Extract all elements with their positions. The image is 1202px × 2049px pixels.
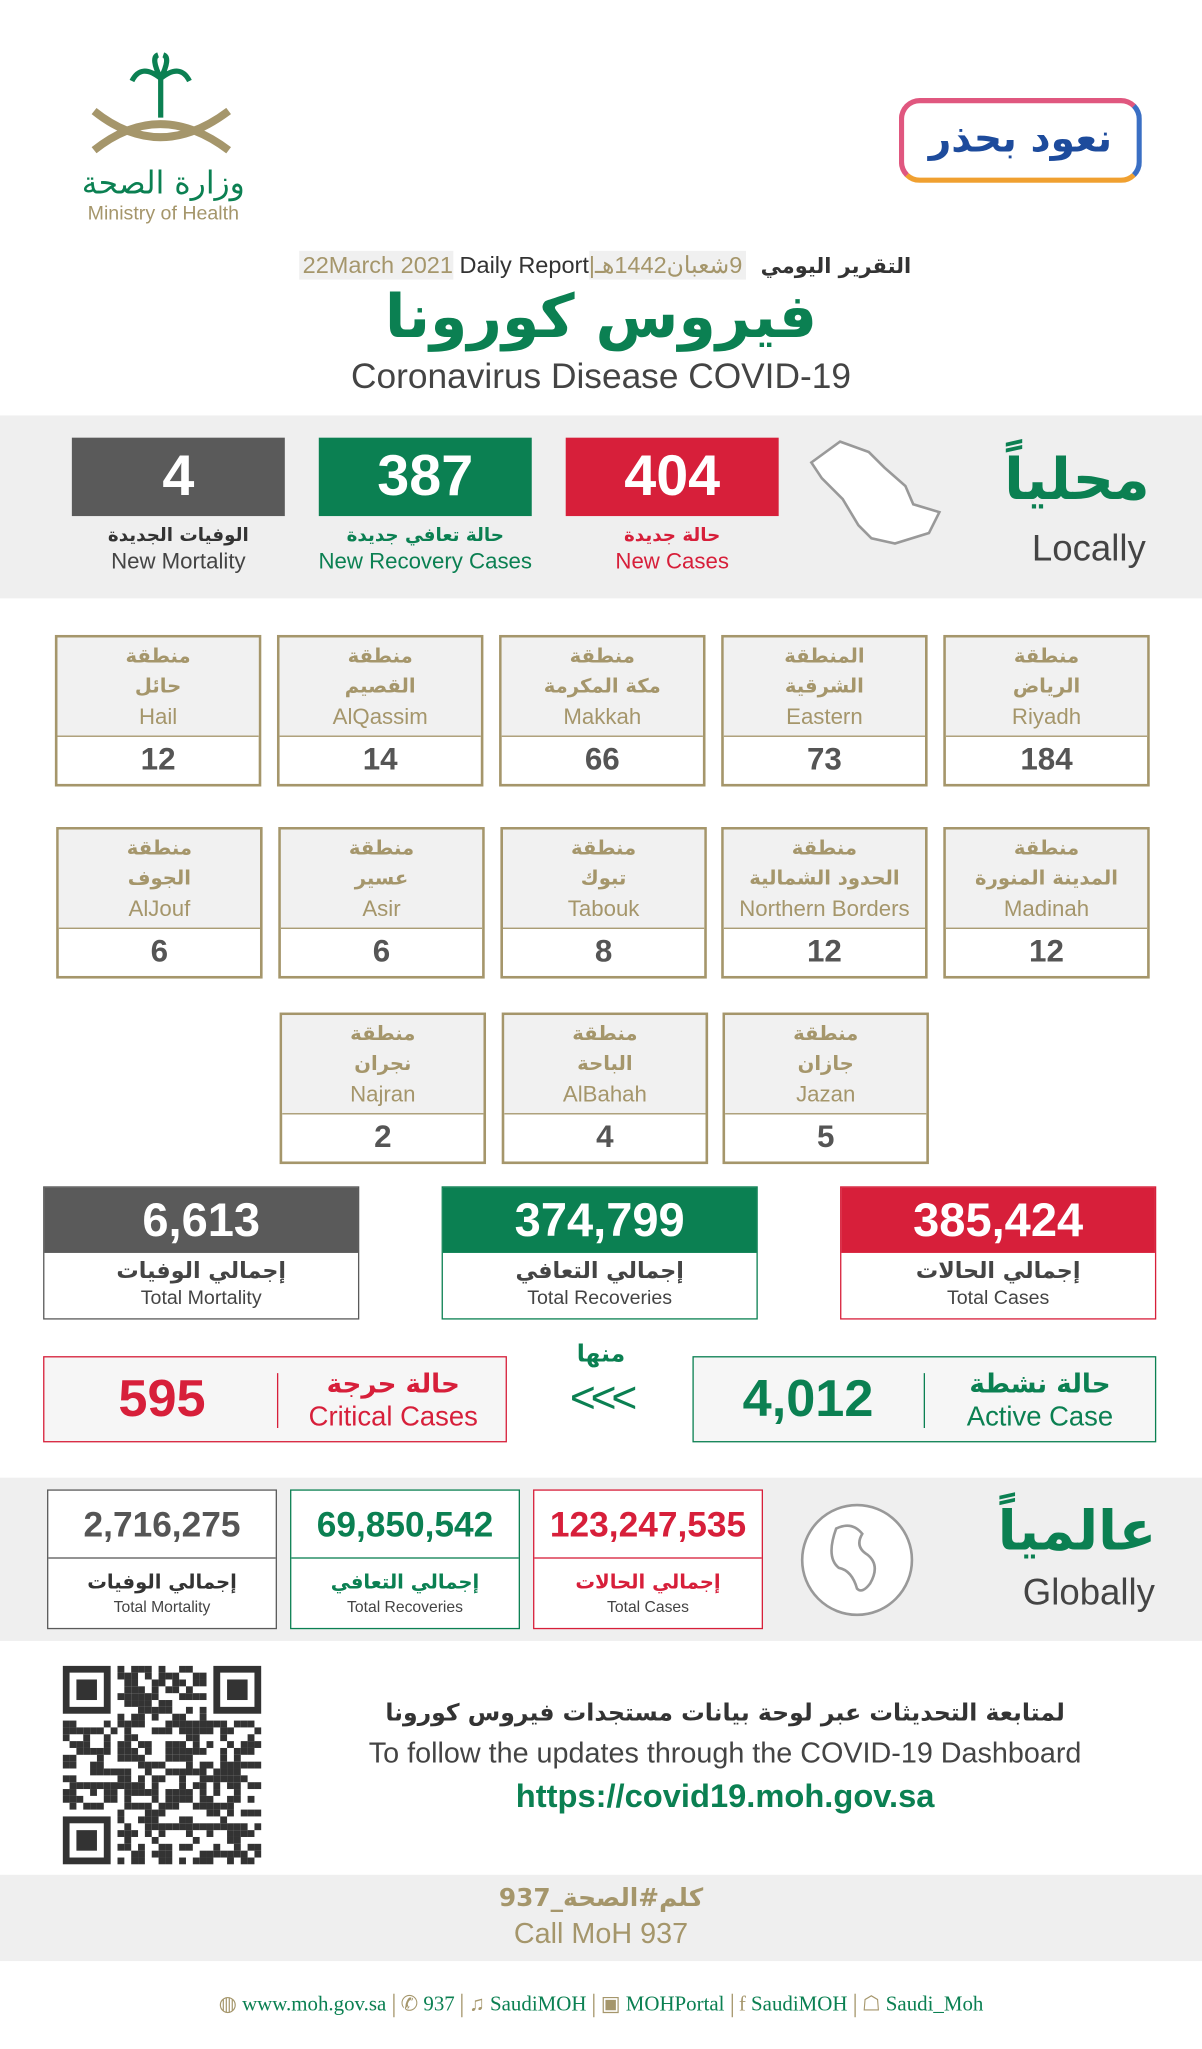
region-name-ar: جازان xyxy=(797,1051,854,1076)
region-value: 12 xyxy=(1029,934,1064,970)
region-value: 73 xyxy=(806,742,842,778)
region-name-en: Riyadh xyxy=(1011,704,1082,730)
daily-report-en: Daily Report xyxy=(459,252,589,279)
region-header xyxy=(282,1015,483,1114)
region-name-ar: المدينة المنورة xyxy=(975,866,1118,890)
region-header xyxy=(504,1015,705,1114)
dashboard-text-ar: لمتابعة التحديثات عبر لوحة بيانات مستجدات فيروس كورونا xyxy=(385,1699,1065,1728)
global-cases-card xyxy=(533,1489,763,1629)
region-value: 4 xyxy=(596,1119,614,1155)
label-ar: إجمالي الوفيات xyxy=(87,1570,237,1594)
region-value: 66 xyxy=(584,742,620,778)
footer-link-text: www.moh.gov.sa xyxy=(242,1993,387,2016)
ministry-name-ar: وزارة الصحة xyxy=(81,164,245,202)
footer-link[interactable] xyxy=(219,1994,387,2016)
globe-icon xyxy=(797,1500,917,1620)
region-prefix: منطقة xyxy=(572,1021,638,1046)
region-card-albahah xyxy=(502,1013,708,1165)
region-name-en: AlQassim xyxy=(332,704,428,730)
region-header xyxy=(57,638,258,737)
call-text-en: Call MoH 937 xyxy=(513,1916,689,1950)
region-name-en: Eastern xyxy=(786,704,863,730)
region-name-ar: نجران xyxy=(354,1051,412,1076)
new-mortality-label xyxy=(59,523,298,575)
total-cases-value: 385,424 xyxy=(841,1188,1155,1253)
region-prefix: منطقة xyxy=(793,1021,859,1046)
footer-link[interactable] xyxy=(862,1994,984,2016)
footer-link[interactable] xyxy=(739,1994,848,2016)
region-name-en: Jazan xyxy=(796,1081,856,1107)
active-cases-value: 4,012 xyxy=(742,1370,874,1429)
region-card-hail xyxy=(55,635,261,787)
region-card-riyadh xyxy=(943,635,1149,787)
of-which-label: منها xyxy=(576,1340,626,1368)
twitter-icon: ♫ xyxy=(469,1993,485,2016)
label-en: New Recovery Cases xyxy=(318,548,533,574)
footer-link-text: MOHPortal xyxy=(625,1993,725,2016)
region-prefix: منطقة xyxy=(569,644,635,668)
active-cases-label xyxy=(929,1365,1151,1433)
palm-logo-icon xyxy=(65,52,261,157)
region-header xyxy=(281,830,482,929)
region-name-en: Makkah xyxy=(563,704,642,730)
region-value: 8 xyxy=(594,934,613,970)
title-en: Coronavirus Disease COVID-19 xyxy=(351,356,851,396)
region-name-ar: القصيم xyxy=(344,674,416,698)
region-name-ar: عسير xyxy=(354,866,409,890)
title-ar: فيروس كورونا xyxy=(384,280,818,352)
total-mortality-card xyxy=(43,1186,359,1319)
dashboard-text-en: To follow the updates through the COVID-19 Dashboard xyxy=(368,1736,1082,1770)
region-header xyxy=(59,830,260,929)
saudi-map-icon xyxy=(803,434,944,549)
region-card-jazan xyxy=(722,1013,928,1165)
ministry-name-en: Ministry of Health xyxy=(87,202,240,225)
phone-icon: ✆ xyxy=(400,1993,419,2016)
region-card-najran xyxy=(280,1013,486,1165)
region-prefix: المنطقة xyxy=(784,644,865,668)
globe-icon: ◍ xyxy=(218,1993,237,2016)
footer-link[interactable] xyxy=(469,1994,586,2016)
region-prefix: منطقة xyxy=(1013,644,1080,668)
new-recoveries-label xyxy=(294,523,557,575)
date-gregorian: 22March 2021 xyxy=(302,252,453,279)
region-name-en: Northern Borders xyxy=(739,896,910,922)
region-header xyxy=(280,638,481,737)
region-name-en: Asir xyxy=(362,896,401,922)
region-prefix: منطقة xyxy=(791,836,858,860)
region-card-asir xyxy=(278,827,484,979)
region-name-ar: الحدود الشمالية xyxy=(749,866,900,890)
region-prefix: منطقة xyxy=(1013,836,1080,860)
footer-link-text: SaudiMOH xyxy=(490,1993,587,2016)
global-recoveries-value: 69,850,542 xyxy=(291,1491,518,1559)
region-value: 12 xyxy=(806,934,842,970)
global-mortality-card xyxy=(47,1489,277,1629)
new-cases-label xyxy=(553,523,792,575)
region-card-eastern xyxy=(721,635,927,787)
footer-link-text: 937 xyxy=(423,1993,455,2016)
label-en: Total Cases xyxy=(607,1597,689,1617)
region-name-en: AlJouf xyxy=(128,896,191,922)
snapchat-icon: ☖ xyxy=(861,1993,881,2016)
region-prefix: منطقة xyxy=(350,1021,416,1046)
region-card-makkah xyxy=(499,635,705,787)
footer-link[interactable] xyxy=(401,1994,455,2016)
region-value: 14 xyxy=(362,742,398,778)
label-ar: حالة تعافي جديدة xyxy=(346,525,504,547)
global-mortality-value: 2,716,275 xyxy=(48,1491,275,1559)
region-name-ar: الجوف xyxy=(127,866,192,890)
region-name-en: Hail xyxy=(138,704,178,730)
region-value: 5 xyxy=(816,1119,835,1155)
daily-report-ar: التقرير اليومي xyxy=(760,253,912,279)
region-header xyxy=(502,638,703,737)
label-en: New Mortality xyxy=(111,548,246,574)
label-en: Total Recoveries xyxy=(347,1597,463,1617)
critical-cases-card xyxy=(43,1356,507,1442)
region-header xyxy=(725,1015,926,1114)
footer-link-text: Saudi_Moh xyxy=(885,1993,984,2016)
label-ar: حالة حرجة xyxy=(326,1367,460,1400)
region-name-ar: تبوك xyxy=(580,866,627,890)
label-en: Critical Cases xyxy=(308,1401,478,1432)
region-prefix: منطقة xyxy=(570,836,637,860)
label-ar: إجمالي الحالات xyxy=(915,1258,1081,1285)
label-en: Total Recoveries xyxy=(527,1286,673,1310)
label-ar: حالة جديدة xyxy=(623,525,721,547)
new-cases-value: 404 xyxy=(566,438,779,516)
region-name-ar: حائل xyxy=(134,674,182,698)
global-heading-en: Globally xyxy=(1022,1571,1155,1613)
new-recoveries-value: 387 xyxy=(319,438,532,516)
critical-cases-label xyxy=(282,1365,504,1433)
region-value: 2 xyxy=(374,1119,392,1155)
region-header xyxy=(503,830,704,929)
label-ar: الوفيات الجديدة xyxy=(107,525,249,547)
region-prefix: منطقة xyxy=(125,644,191,668)
active-cases-card xyxy=(692,1356,1156,1442)
label-en: Total Cases xyxy=(946,1286,1050,1310)
region-name-ar: الرياض xyxy=(1012,674,1081,698)
region-prefix: منطقة xyxy=(126,836,192,860)
region-name-ar: الباحة xyxy=(577,1051,633,1076)
campaign-badge: نعود بحذر xyxy=(899,98,1142,183)
region-value: 184 xyxy=(1020,742,1073,778)
total-recoveries-card xyxy=(442,1186,758,1319)
region-value: 6 xyxy=(150,934,169,970)
critical-cases-value: 595 xyxy=(118,1370,206,1429)
moh-logo xyxy=(65,52,261,225)
total-cases-card xyxy=(840,1186,1156,1319)
region-prefix: منطقة xyxy=(347,644,413,668)
facebook-icon: f xyxy=(738,1993,746,2016)
total-mortality-value: 6,613 xyxy=(44,1188,358,1253)
report-date: 9شعبان1442هـ|22March 2021 xyxy=(299,251,747,280)
global-heading-ar: عالمياً xyxy=(997,1498,1157,1563)
region-name-ar: مكة المكرمة xyxy=(543,674,661,698)
label-en: Total Mortality xyxy=(113,1597,211,1617)
region-name-ar: الشرقية xyxy=(784,674,864,698)
region-value: 6 xyxy=(372,934,391,970)
region-name-en: Najran xyxy=(350,1081,416,1107)
footer-link[interactable] xyxy=(601,1994,725,2016)
global-recoveries-card xyxy=(290,1489,520,1629)
region-name-en: Madinah xyxy=(1003,896,1090,922)
region-name-en: AlBahah xyxy=(562,1081,647,1107)
dashboard-link[interactable]: https://covid19.moh.gov.sa xyxy=(515,1778,935,1815)
region-card-madinah xyxy=(943,827,1149,979)
region-name-en: Tabouk xyxy=(567,896,640,922)
region-header xyxy=(724,830,925,929)
date-hijri: 9شعبان1442هـ xyxy=(595,252,743,279)
region-card-alqassim xyxy=(277,635,483,787)
label-ar: إجمالي الوفيات xyxy=(116,1258,286,1285)
new-mortality-value: 4 xyxy=(72,438,285,516)
label-ar: إجمالي التعافي xyxy=(330,1570,480,1594)
report-dateline xyxy=(0,248,1202,283)
region-card-tabouk xyxy=(500,827,706,979)
label-ar: حالة نشطة xyxy=(969,1367,1111,1400)
label-ar: إجمالي الحالات xyxy=(575,1570,721,1594)
label-ar: إجمالي التعافي xyxy=(515,1258,684,1285)
region-value: 12 xyxy=(140,742,176,778)
local-heading-en: Locally xyxy=(1031,527,1146,569)
region-card-northern-borders xyxy=(721,827,927,979)
label-en: Active Case xyxy=(966,1401,1114,1432)
region-prefix: منطقة xyxy=(348,836,415,860)
youtube-icon: ▣ xyxy=(600,1993,621,2016)
arrows-left-icon: <<< xyxy=(569,1373,633,1423)
qr-code[interactable] xyxy=(63,1666,262,1865)
label-en: New Cases xyxy=(615,548,729,574)
footer-links xyxy=(0,1988,1202,2022)
global-cases-value: 123,247,535 xyxy=(534,1491,761,1559)
region-header xyxy=(946,830,1147,929)
region-card-aljouf xyxy=(56,827,262,979)
total-recoveries-value: 374,799 xyxy=(443,1188,757,1253)
label-en: Total Mortality xyxy=(140,1286,262,1310)
footer-link-text: SaudiMOH xyxy=(751,1993,848,2016)
region-header xyxy=(724,638,925,737)
local-heading-ar: محلياً xyxy=(1004,446,1150,514)
call-hashtag-ar: كلم#الصحة_937 xyxy=(498,1883,704,1913)
region-header xyxy=(946,638,1147,737)
